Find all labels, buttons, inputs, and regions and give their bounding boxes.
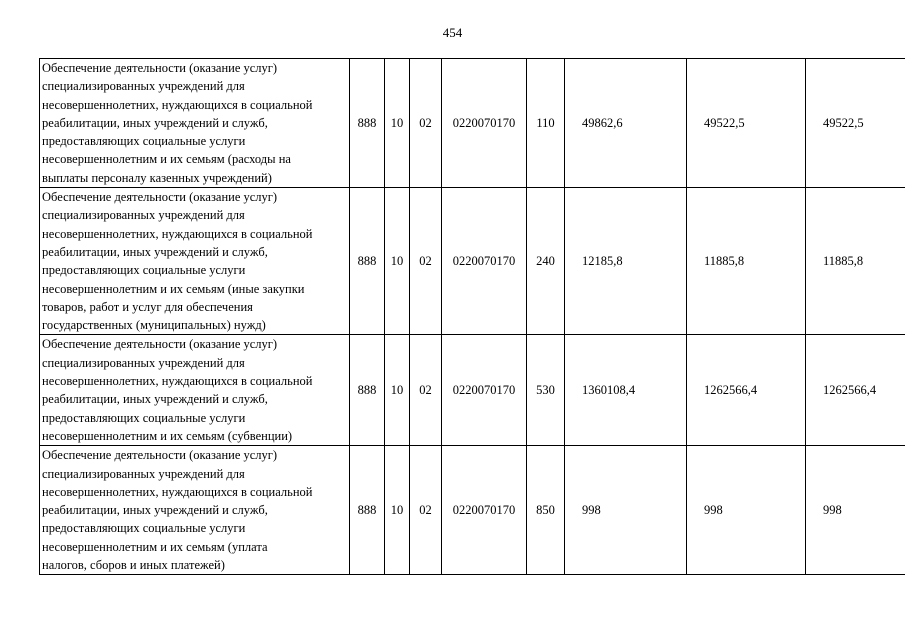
cell-sum-3: 11885,8 xyxy=(806,188,905,335)
budget-table xyxy=(39,58,905,575)
cell-rz: 10 xyxy=(385,335,410,446)
description-line: несовершеннолетних, нуждающихся в социальной xyxy=(42,226,313,241)
cell-sum-3: 998 xyxy=(806,446,905,575)
cell-pr: 02 xyxy=(410,188,442,335)
description-line: специализированных учреждений для xyxy=(42,355,245,370)
cell-ved: 888 xyxy=(350,335,385,446)
cell-sum-1: 12185,8 xyxy=(565,188,687,335)
description-line: реабилитации, иных учреждений и служб, xyxy=(42,503,268,518)
table-row xyxy=(40,335,905,446)
cell-pr: 02 xyxy=(410,59,442,188)
description-line: несовершеннолетним и их семьям (расходы на xyxy=(42,152,291,167)
description-line: налогов, сборов и иных платежей) xyxy=(42,558,225,573)
cell-ved: 888 xyxy=(350,446,385,575)
description-line: специализированных учреждений для xyxy=(42,208,245,223)
cell-vr: 850 xyxy=(527,446,565,575)
row-description xyxy=(40,446,350,575)
cell-pr: 02 xyxy=(410,335,442,446)
cell-sum-2: 998 xyxy=(687,446,806,575)
table-row xyxy=(40,446,905,575)
description-line: несовершеннолетним и их семьям (субвенции) xyxy=(42,428,293,443)
cell-sum-1: 49862,6 xyxy=(565,59,687,188)
cell-sum-3: 49522,5 xyxy=(806,59,905,188)
description-line: Обеспечение деятельности (оказание услуг) xyxy=(42,61,278,75)
description-line: предоставляющих социальные услуги xyxy=(42,410,246,425)
description-line: реабилитации, иных учреждений и служб, xyxy=(42,244,268,259)
description-line: специализированных учреждений для xyxy=(42,466,245,481)
table-row xyxy=(40,59,905,188)
cell-vr: 240 xyxy=(527,188,565,335)
description-line: несовершеннолетних, нуждающихся в социальной xyxy=(42,374,313,389)
description-line: несовершеннолетних, нуждающихся в социальной xyxy=(42,484,313,499)
description-line: предоставляющих социальные услуги xyxy=(42,521,246,536)
description-line: несовершеннолетним и их семьям (иные закупки xyxy=(42,281,305,296)
cell-ved: 888 xyxy=(350,59,385,188)
description-line: реабилитации, иных учреждений и служб, xyxy=(42,392,268,407)
description-line: государственных (муниципальных) нужд) xyxy=(42,318,266,333)
description-line: реабилитации, иных учреждений и служб, xyxy=(42,115,268,130)
cell-ved: 888 xyxy=(350,188,385,335)
cell-sum-2: 1262566,4 xyxy=(687,335,806,446)
description-line: Обеспечение деятельности (оказание услуг) xyxy=(42,448,278,463)
cell-sum-3: 1262566,4 xyxy=(806,335,905,446)
description-line: товаров, работ и услуг для обеспечения xyxy=(42,299,253,314)
cell-rz: 10 xyxy=(385,446,410,575)
description-line: выплаты персоналу казенных учреждений) xyxy=(42,170,272,185)
cell-sum-1: 1360108,4 xyxy=(565,335,687,446)
description-line: Обеспечение деятельности (оказание услуг) xyxy=(42,190,278,205)
cell-csr: 0220070170 xyxy=(442,446,527,575)
row-description xyxy=(40,335,350,446)
description-line: специализированных учреждений для xyxy=(42,79,245,94)
cell-rz: 10 xyxy=(385,188,410,335)
description-line: несовершеннолетних, нуждающихся в социальной xyxy=(42,97,313,112)
cell-pr: 02 xyxy=(410,446,442,575)
description-line: несовершеннолетним и их семьям (уплата xyxy=(42,539,268,554)
cell-sum-1: 998 xyxy=(565,446,687,575)
row-description xyxy=(40,59,350,188)
page-number: 454 xyxy=(442,25,463,40)
description-line: предоставляющих социальные услуги xyxy=(42,134,246,149)
cell-csr: 0220070170 xyxy=(442,188,527,335)
table-row xyxy=(40,188,905,335)
cell-sum-2: 49522,5 xyxy=(687,59,806,188)
description-line: предоставляющих социальные услуги xyxy=(42,263,246,278)
cell-csr: 0220070170 xyxy=(442,59,527,188)
description-line: Обеспечение деятельности (оказание услуг) xyxy=(42,337,278,352)
cell-csr: 0220070170 xyxy=(442,335,527,446)
row-description xyxy=(40,188,350,335)
cell-vr: 110 xyxy=(527,59,565,188)
cell-vr: 530 xyxy=(527,335,565,446)
cell-rz: 10 xyxy=(385,59,410,188)
cell-sum-2: 11885,8 xyxy=(687,188,806,335)
